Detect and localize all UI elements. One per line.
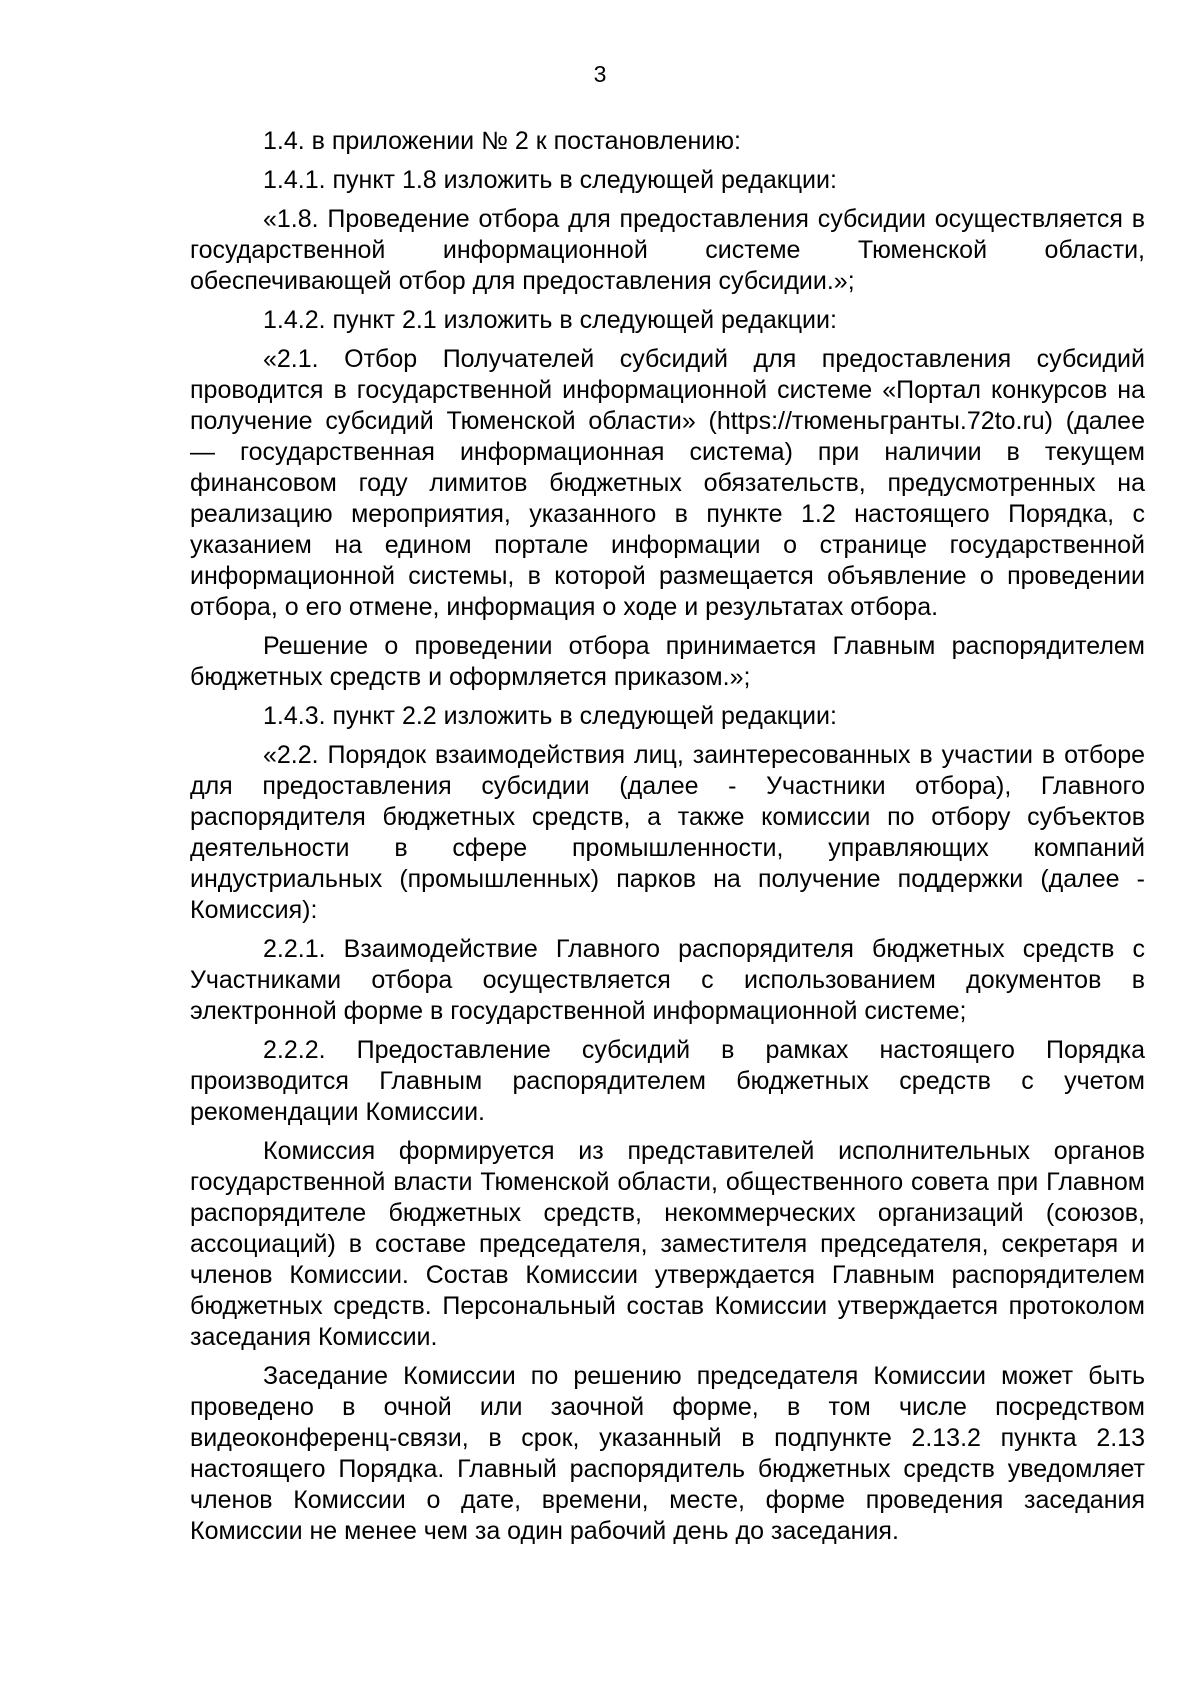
paragraph-decision: Решение о проведении отбора принимается Главным распорядителем бюджетных средств и оформляется приказом.»; [190, 632, 1145, 691]
paragraph-1-8-text: «1.8. Проведение отбора для предоставления субсидии осуществляется в государственной информационной системе Тюменской области, обеспечивающей отбор для предоставления субсидии.»; [190, 205, 1145, 295]
paragraph-commission-meeting: Заседание Комиссии по решению председателя Комиссии может быть проведено в очной или заочной форме, в том числе посредством видеоконференц-связи, в срок, указанный в подпункте 2.13.2 пункта 2.13 настоящего Порядка. Главный распорядитель бюджетных средств уведомляет членов Комиссии о дате, времени, месте, форме проведения заседания Комиссии не менее чем за один рабочий день до заседания. [190, 1362, 1145, 1545]
page-number: 3 [593, 61, 607, 87]
paragraph-2-2-text: «2.2. Порядок взаимодействия лиц, заинтересованных в участии в отборе для предоставления субсидии (далее - Участники отбора), Главного распорядителя бюджетных средств, а также комиссии по отбору субъектов деятельности в сфере промышленности, управляющих компаний индустриальных (промышленных) парков на получение поддержки (далее - Комиссия): [190, 741, 1145, 924]
paragraph-2-1-text: «2.1. Отбор Получателей субсидий для предоставления субсидий проводится в государственной информационной системе «Портал конкурсов на получение субсидий Тюменской области» (https://тюменьгранты.72to.ru) (далее — государственная информационная система) при наличии в текущем финансовом году лимитов бюджетных обязательств, предусмотренных на реализацию мероприятия, указанного в пункте 1.2 настоящего Порядка, с указанием на едином портале информации о странице государственной информационной системы, в которой размещается объявление о проведении отбора, о его отмене, информация о ходе и результатах отбора. [190, 345, 1145, 621]
paragraph-commission-formation: Комиссия формируется из представителей исполнительных органов государственной власти Тюменской области, общественного совета при Главном распорядителе бюджетных средств, некоммерческих организаций (союзов, ассоциаций) в составе председателя, заместителя председателя, секретаря и членов Комиссии. Состав Комиссии утверждается Главным распорядителем бюджетных средств. Персональный состав Комиссии утверждается протоколом заседания Комиссии. [190, 1137, 1145, 1351]
document-body [190, 126, 1145, 1555]
paragraph-2-2-1: 2.2.1. Взаимодействие Главного распорядителя бюджетных средств с Участниками отбора осуществляется с использованием документов в электронной форме в государственной информационной системе; [190, 935, 1145, 1025]
paragraph-1-4-2: 1.4.2. пункт 2.1 изложить в следующей редакции: [263, 306, 837, 334]
paragraph-1-4-1: 1.4.1. пункт 1.8 изложить в следующей редакции: [263, 166, 837, 194]
paragraph-1-4-3: 1.4.3. пункт 2.2 изложить в следующей редакции: [263, 702, 837, 730]
paragraph-1-4: 1.4. в приложении № 2 к постановлению: [263, 127, 741, 155]
paragraph-2-2-2: 2.2.2. Предоставление субсидий в рамках настоящего Порядка производится Главным распорядителем бюджетных средств с учетом рекомендации Комиссии. [190, 1036, 1145, 1126]
